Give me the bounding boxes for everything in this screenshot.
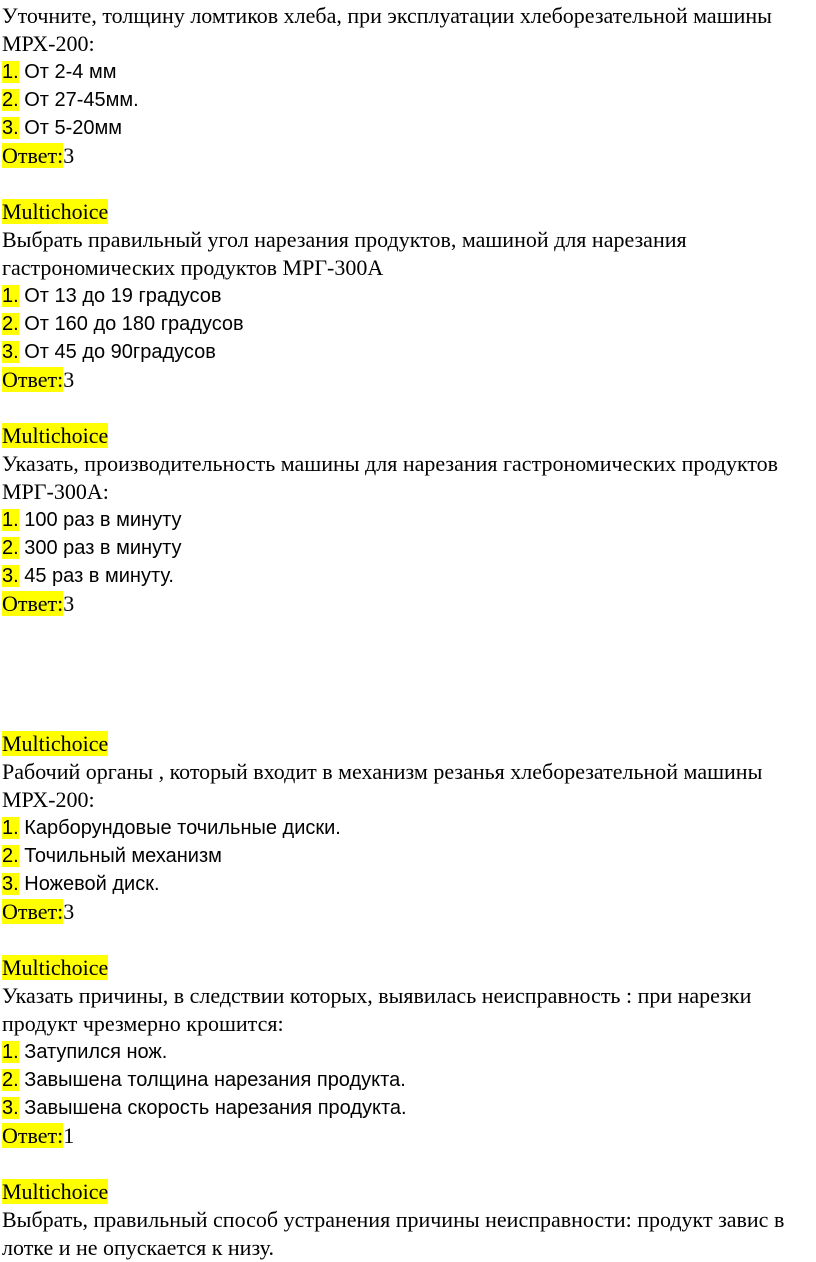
option-number: 1. <box>2 1041 19 1063</box>
option-item <box>2 282 816 310</box>
option-text: От 2-4 мм <box>24 61 117 83</box>
answer-label: Ответ: <box>2 143 64 168</box>
option-item <box>2 506 816 534</box>
option-item <box>2 562 816 590</box>
answer-value: 3 <box>63 143 75 168</box>
question-text: Уточните, толщину ломтиков хлеба, при эксплуатации хлеборезательной машины МРХ-200: <box>2 3 772 56</box>
option-item <box>2 58 816 86</box>
question-block <box>2 730 816 926</box>
answer-line <box>2 898 816 926</box>
spacer <box>2 1150 816 1178</box>
answer-line <box>2 366 816 394</box>
option-text: 45 раз в минуту. <box>24 565 174 587</box>
option-item <box>2 86 816 114</box>
option-item <box>2 870 816 898</box>
question-block <box>2 954 816 1150</box>
answer-value: 3 <box>63 591 75 616</box>
answer-label: Ответ: <box>2 899 64 924</box>
question-type-tag: Multichoice <box>2 955 109 980</box>
option-item <box>2 114 816 142</box>
answer-value: 1 <box>63 1123 75 1148</box>
option-text: От 27-45мм. <box>24 89 139 111</box>
option-number: 2. <box>2 89 19 111</box>
question-type-tag: Multichoice <box>2 731 109 756</box>
option-item <box>2 310 816 338</box>
option-number: 3. <box>2 1097 19 1119</box>
question-block <box>2 1178 816 1262</box>
option-item <box>2 1094 816 1122</box>
option-text: Завышена толщина нарезания продукта. <box>24 1069 406 1091</box>
option-item <box>2 534 816 562</box>
option-text: От 45 до 90градусов <box>24 341 216 363</box>
option-text: 300 раз в минуту <box>24 537 182 559</box>
answer-line <box>2 142 816 170</box>
option-number: 1. <box>2 817 19 839</box>
question-text: Рабочий органы , который входит в механизм резанья хлеборезательной машины МРХ-200: <box>2 759 763 812</box>
option-number: 3. <box>2 565 19 587</box>
option-item <box>2 1038 816 1066</box>
question-block <box>2 198 816 394</box>
option-text: Точильный механизм <box>24 845 222 867</box>
option-number: 3. <box>2 873 19 895</box>
option-number: 2. <box>2 537 19 559</box>
spacer <box>2 618 816 730</box>
option-text: От 160 до 180 градусов <box>24 313 244 335</box>
option-text: От 5-20мм <box>24 117 123 139</box>
option-item <box>2 814 816 842</box>
option-number: 1. <box>2 509 19 531</box>
answer-line <box>2 1122 816 1150</box>
answer-value: 3 <box>63 367 75 392</box>
spacer <box>2 394 816 422</box>
option-text: От 13 до 19 градусов <box>24 285 222 307</box>
question-text: Выбрать правильный угол нарезания продуктов, машиной для нарезания гастрономических продуктов МРГ-300А <box>2 227 687 280</box>
option-number: 3. <box>2 341 19 363</box>
option-text: Карборундовые точильные диски. <box>24 817 341 839</box>
answer-label: Ответ: <box>2 591 64 616</box>
answer-value: 3 <box>63 899 75 924</box>
option-item <box>2 1066 816 1094</box>
option-text: Ножевой диск. <box>24 873 160 895</box>
option-number: 1. <box>2 61 19 83</box>
spacer <box>2 926 816 954</box>
option-text: Затупился нож. <box>24 1041 168 1063</box>
question-type-tag: Multichoice <box>2 199 109 224</box>
option-item <box>2 338 816 366</box>
question-type-tag: Multichoice <box>2 1179 109 1204</box>
question-block <box>2 2 816 170</box>
option-number: 2. <box>2 845 19 867</box>
question-text: Выбрать, правильный способ устранения причины неисправности: продукт завис в лотке и не опускается к низу. <box>2 1207 785 1260</box>
option-text: 100 раз в минуту <box>24 509 182 531</box>
option-item <box>2 842 816 870</box>
option-number: 2. <box>2 1069 19 1091</box>
answer-label: Ответ: <box>2 367 64 392</box>
spacer <box>2 170 816 198</box>
option-number: 2. <box>2 313 19 335</box>
option-number: 1. <box>2 285 19 307</box>
question-text: Указать причины, в следствии которых, выявилась неисправность : при нарезки продукт чрезмерно крошится: <box>2 983 752 1036</box>
question-text: Указать, производительность машины для нарезания гастрономических продуктов МРГ-300А: <box>2 451 779 504</box>
answer-label: Ответ: <box>2 1123 64 1148</box>
question-type-tag: Multichoice <box>2 423 109 448</box>
answer-line <box>2 590 816 618</box>
option-text: Завышена скорость нарезания продукта. <box>24 1097 407 1119</box>
question-block <box>2 422 816 618</box>
option-number: 3. <box>2 117 19 139</box>
